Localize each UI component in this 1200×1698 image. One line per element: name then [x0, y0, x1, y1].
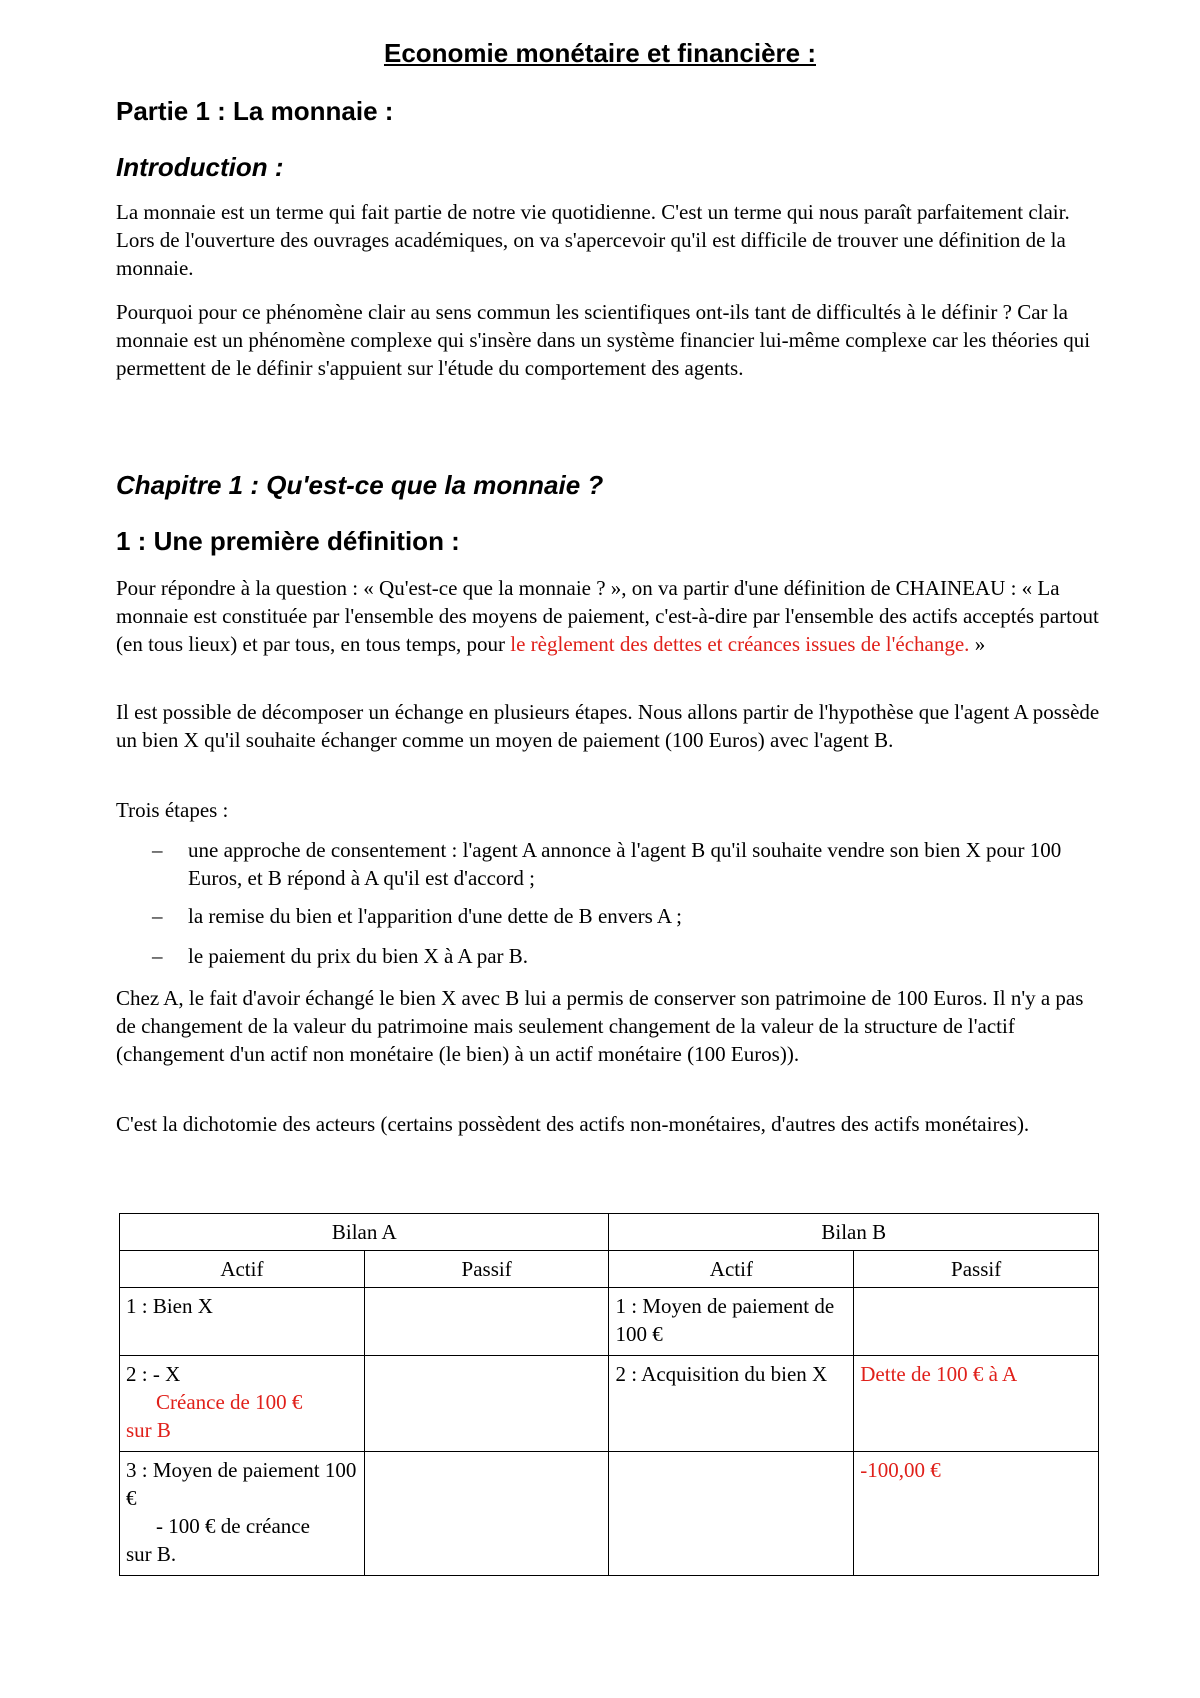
step-item-1: une approche de consentement : l'agent A annonce à l'agent B qu'il souhaite vendre son bien X pour 100 Euros, et B répond à A qu'il est d'accord ;	[188, 838, 1062, 890]
table-cell: 1 : Moyen de paiement de 100 €	[609, 1288, 854, 1356]
actif-a-header: Actif	[120, 1251, 365, 1288]
chez-a-paragraph: Chez A, le fait d'avoir échangé le bien X avec B lui a permis de conserver son patrimoine de 100 Euros. Il n'y a pas de changement de la valeur du patrimoine mais seulement changement de la valeur de la structure de l'actif (changement d'un actif non monétaire (le bien) à un actif monétaire (100 Euros)).	[116, 986, 1084, 1066]
bilan-a-header: Bilan A	[120, 1214, 609, 1251]
intro-paragraph-2: Pourquoi pour ce phénomène clair au sens commun les scientifiques ont-ils tant de difficultés à le définir ? Car la monnaie est un phénomène complexe qui s'insère dans un système financier lui-même complexe car les théories qui permettent de le définir s'appuient sur l'étude du comportement des agents.	[116, 300, 1091, 380]
bullet-dash: –	[152, 944, 163, 968]
introduction-heading: Introduction :	[116, 152, 284, 182]
cell-line: 3 : Moyen de paiement 100 €	[126, 1458, 357, 1510]
step-item-3: le paiement du prix du bien X à A par B.	[188, 944, 529, 968]
table-cell: -100,00 €	[854, 1452, 1099, 1576]
cell-line-red: sur B	[126, 1418, 171, 1442]
chapter-heading: Chapitre 1 : Qu'est-ce que la monnaie ?	[116, 470, 604, 500]
table-cell: 1 : Bien X	[120, 1288, 365, 1356]
definition-paragraph	[116, 574, 1106, 658]
actif-b-header: Actif	[609, 1251, 854, 1288]
definition-highlight: le règlement des dettes et créances issues de l'échange.	[510, 632, 970, 656]
table-cell	[364, 1288, 609, 1356]
document-title: Economie monétaire et financière :	[383, 38, 816, 68]
cell-line-red: Créance de 100 €	[156, 1390, 303, 1414]
table-cell	[364, 1356, 609, 1452]
cell-line: - 100 € de créance	[156, 1514, 310, 1538]
section-heading: 1 : Une première définition :	[116, 526, 460, 556]
definition-text: Pour répondre à la question : « Qu'est-ce que la monnaie ? », on va partir d'une définition de CHAINEAU : « La monnaie est constituée par l'ensemble des moyens de paiement, c'est-à-dire par l'ensemble des actifs acceptés partout (en tous lieux) et par tous, en tous temps, pour	[116, 576, 1099, 656]
intro-paragraph-1: La monnaie est un terme qui fait partie de notre vie quotidienne. C'est un terme qui nous paraît parfaitement clair. Lors de l'ouverture des ouvrages académiques, on va s'apercevoir qu'il est difficile de trouver une définition de la monnaie.	[116, 200, 1070, 280]
passif-a-header: Passif	[364, 1251, 609, 1288]
bullet-dash: –	[152, 904, 163, 928]
table-row	[120, 1288, 1099, 1356]
steps-label: Trois étapes :	[116, 798, 229, 822]
table-row	[120, 1214, 1099, 1251]
definition-end: »	[969, 632, 986, 656]
table-cell	[120, 1356, 365, 1452]
partie-heading: Partie 1 : La monnaie :	[116, 96, 394, 126]
table-cell: 2 : Acquisition du bien X	[609, 1356, 854, 1452]
table-cell	[120, 1452, 365, 1576]
table-row	[120, 1251, 1099, 1288]
cell-line: 2 : - X	[126, 1362, 181, 1386]
exchange-paragraph: Il est possible de décomposer un échange en plusieurs étapes. Nous allons partir de l'hypothèse que l'agent A possède un bien X qu'il souhaite échanger comme un moyen de paiement (100 Euros) avec l'agent B.	[116, 700, 1100, 752]
step-item-2: la remise du bien et l'apparition d'une dette de B envers A ;	[188, 904, 682, 928]
dichotomie-paragraph: C'est la dichotomie des acteurs (certains possèdent des actifs non-monétaires, d'autres des actifs monétaires).	[116, 1112, 1030, 1136]
table-row	[120, 1452, 1099, 1576]
table-cell: Dette de 100 € à A	[854, 1356, 1099, 1452]
bullet-dash: –	[152, 838, 163, 862]
table-cell	[609, 1452, 854, 1576]
bilan-b-header: Bilan B	[609, 1214, 1099, 1251]
cell-line: sur B.	[126, 1542, 177, 1566]
table-cell	[854, 1288, 1099, 1356]
passif-b-header: Passif	[854, 1251, 1099, 1288]
bilan-table	[119, 1213, 1099, 1576]
table-cell	[364, 1452, 609, 1576]
table-row	[120, 1356, 1099, 1452]
